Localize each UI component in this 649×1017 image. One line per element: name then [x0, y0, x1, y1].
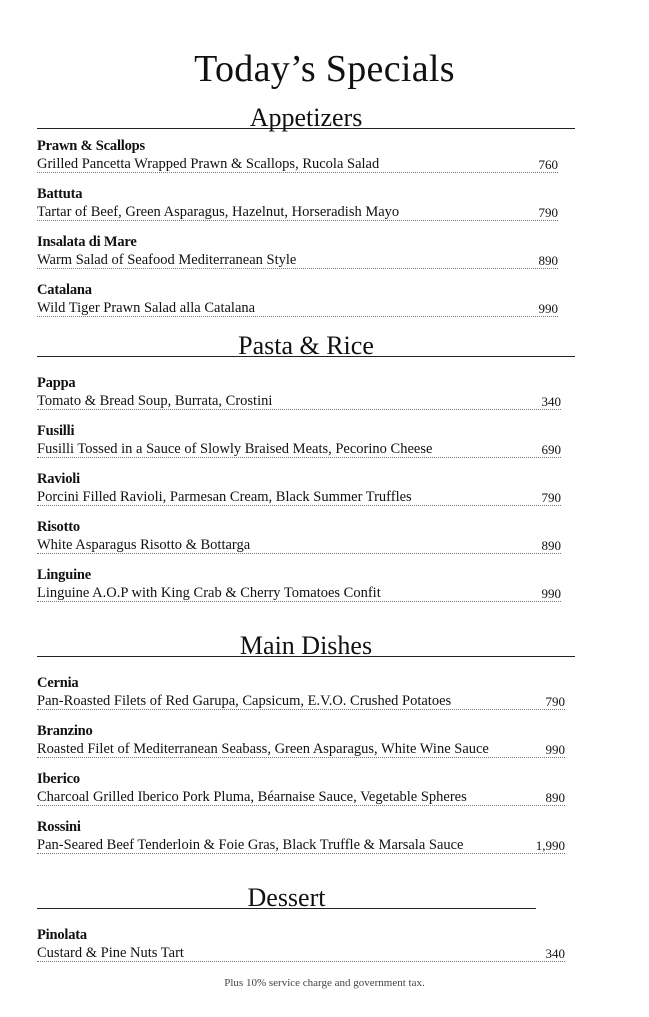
section-heading [37, 326, 575, 360]
section-pasta-rice [37, 326, 575, 614]
section-dessert [37, 878, 565, 974]
item-name: Linguine [37, 567, 92, 583]
menu-item [37, 233, 575, 281]
item-name: Pinolata [37, 927, 87, 943]
item-price: 790 [541, 490, 561, 505]
section-heading-label: Pasta & Rice [238, 331, 374, 360]
item-description: Fusilli Tossed in a Sauce of Slowly Braised Meats, Pecorino Cheese [37, 441, 433, 457]
section-heading-label: Main Dishes [239, 631, 373, 660]
item-name: Ravioli [37, 471, 80, 487]
item-price: 340 [541, 394, 561, 409]
item-price: 1,990 [535, 838, 565, 853]
item-price: 890 [541, 538, 561, 553]
item-price: 340 [545, 946, 565, 961]
item-price: 790 [545, 694, 565, 709]
section-heading [37, 878, 536, 912]
item-name: Fusilli [37, 423, 75, 439]
dotted-leader [37, 457, 561, 458]
item-description: Pan-Roasted Filets of Red Garupa, Capsicum, E.V.O. Crushed Potatoes [37, 693, 452, 709]
dotted-leader [37, 220, 558, 221]
menu-item [37, 566, 575, 614]
menu-item [37, 674, 575, 722]
item-description: Wild Tiger Prawn Salad alla Catalana [37, 300, 256, 316]
item-name: Cernia [37, 675, 79, 691]
dotted-leader [37, 961, 565, 962]
item-name: Prawn & Scallops [37, 138, 145, 154]
section-heading-label: Dessert [247, 883, 326, 912]
dotted-leader [37, 601, 561, 602]
menu-item [37, 818, 575, 866]
menu-item [37, 137, 575, 185]
item-name: Branzino [37, 723, 93, 739]
item-description: Grilled Pancetta Wrapped Prawn & Scallops, Rucola Salad [37, 156, 380, 172]
item-price: 890 [545, 790, 565, 805]
item-description: Pan-Seared Beef Tenderloin & Foie Gras, Black Truffle & Marsala Sauce [37, 837, 464, 853]
dotted-leader [37, 268, 558, 269]
item-name: Iberico [37, 771, 80, 787]
service-charge-note: Plus 10% service charge and government tax. [224, 977, 425, 989]
menu-item [37, 281, 575, 329]
item-description: Tartar of Beef, Green Asparagus, Hazelnut, Horseradish Mayo [37, 204, 400, 220]
dotted-leader [37, 757, 565, 758]
item-name: Catalana [37, 282, 92, 298]
item-price: 990 [545, 742, 565, 757]
dotted-leader [37, 853, 565, 854]
section-appetizers [37, 98, 575, 329]
dotted-leader [37, 409, 561, 410]
item-description: Warm Salad of Seafood Mediterranean Style [37, 252, 297, 268]
item-description: Porcini Filled Ravioli, Parmesan Cream, Black Summer Truffles [37, 489, 412, 505]
item-name: Battuta [37, 186, 83, 202]
menu-item [37, 926, 565, 974]
page-title: Today’s Specials [194, 48, 455, 90]
menu-item [37, 470, 575, 518]
item-description: Charcoal Grilled Iberico Pork Pluma, Béarnaise Sauce, Vegetable Spheres [37, 789, 467, 805]
item-description: White Asparagus Risotto & Bottarga [37, 537, 251, 553]
item-price: 990 [541, 586, 561, 601]
item-price: 990 [538, 301, 558, 316]
section-heading-label: Appetizers [249, 103, 363, 132]
item-description: Linguine A.O.P with King Crab & Cherry Tomatoes Confit [37, 585, 381, 601]
menu-item [37, 374, 575, 422]
section-main-dishes [37, 626, 575, 866]
dotted-leader [37, 505, 561, 506]
dotted-leader [37, 805, 565, 806]
item-name: Rossini [37, 819, 81, 835]
section-heading [37, 626, 575, 660]
item-description: Roasted Filet of Mediterranean Seabass, Green Asparagus, White Wine Sauce [37, 741, 489, 757]
dotted-leader [37, 553, 561, 554]
item-description: Tomato & Bread Soup, Burrata, Crostini [37, 393, 273, 409]
dotted-leader [37, 316, 558, 317]
menu-item [37, 185, 575, 233]
dotted-leader [37, 172, 558, 173]
menu-item [37, 770, 575, 818]
menu-item [37, 722, 575, 770]
dotted-leader [37, 709, 565, 710]
item-name: Pappa [37, 375, 76, 391]
item-description: Custard & Pine Nuts Tart [37, 945, 184, 961]
item-price: 760 [538, 157, 558, 172]
menu-item [37, 518, 575, 566]
menu-item [37, 422, 575, 470]
item-name: Risotto [37, 519, 80, 535]
item-price: 690 [541, 442, 561, 457]
section-heading [37, 98, 575, 132]
item-name: Insalata di Mare [37, 234, 137, 250]
item-price: 890 [538, 253, 558, 268]
item-price: 790 [538, 205, 558, 220]
